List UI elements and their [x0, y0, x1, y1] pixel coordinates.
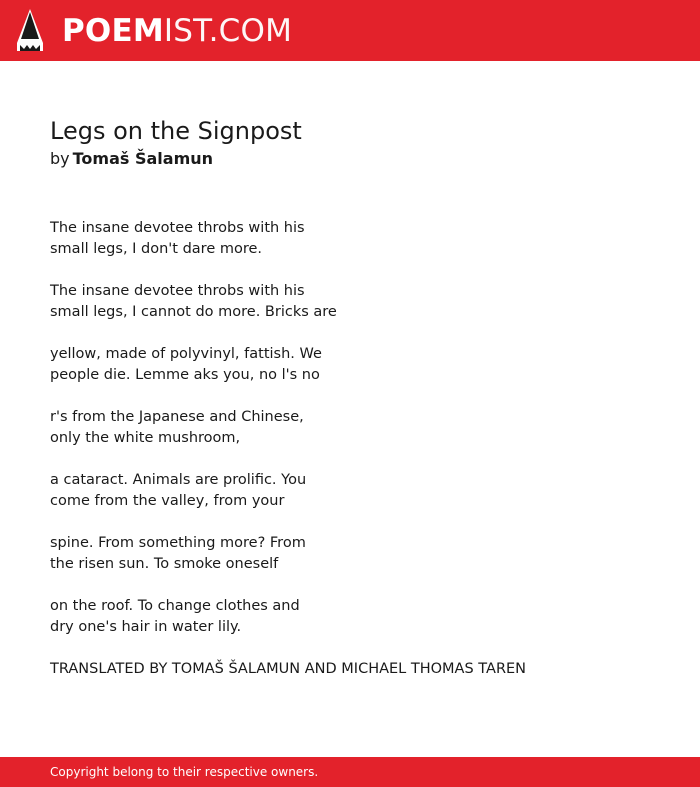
copyright-text: Copyright belong to their respective owners. — [50, 765, 319, 779]
poem-line: dry one's hair in water lily. — [50, 619, 242, 635]
poem-line: small legs, I don't dare more. — [50, 241, 263, 257]
poem-line: only the white mushroom, — [50, 430, 241, 446]
poem-line: the risen sun. To smoke oneself — [50, 556, 279, 572]
pencil-tip-icon — [17, 9, 43, 51]
poem-line: come from the valley, from your — [50, 493, 285, 509]
site-logo[interactable] — [62, 12, 292, 50]
poem-line: The insane devotee throbs with his — [50, 283, 305, 299]
stanza — [50, 470, 650, 512]
poem-line: a cataract. Animals are prolific. You — [50, 472, 307, 488]
poem-line: people die. Lemme aks you, no l's no — [50, 367, 320, 383]
translator-note: TRANSLATED BY TOMAŠ ŠALAMUN AND MICHAEL THOMAS TAREN — [50, 661, 527, 677]
site-header — [0, 0, 700, 61]
stanza — [50, 218, 650, 260]
stanza — [50, 533, 650, 575]
poem-body — [50, 218, 650, 680]
poem-line: small legs, I cannot do more. Bricks are — [50, 304, 337, 320]
poem-line: spine. From something more? From — [50, 535, 306, 551]
by-label: by — [50, 149, 70, 168]
byline — [50, 148, 213, 170]
stanza — [50, 281, 650, 323]
poem-line: The insane devotee throbs with his — [50, 220, 305, 236]
stanza — [50, 344, 650, 386]
brand-bold: POEM — [62, 13, 164, 49]
poem-line: yellow, made of polyvinyl, fattish. We — [50, 346, 322, 362]
stanza — [50, 596, 650, 638]
author-name: Tomaš Šalamun — [72, 149, 214, 168]
brand-light: IST.COM — [163, 13, 293, 49]
poem-line: r's from the Japanese and Chinese, — [50, 409, 304, 425]
poem-line: on the roof. To change clothes and — [50, 598, 300, 614]
site-footer — [0, 757, 700, 787]
stanza — [50, 407, 650, 449]
poem-title: Legs on the Signpost — [50, 117, 302, 145]
